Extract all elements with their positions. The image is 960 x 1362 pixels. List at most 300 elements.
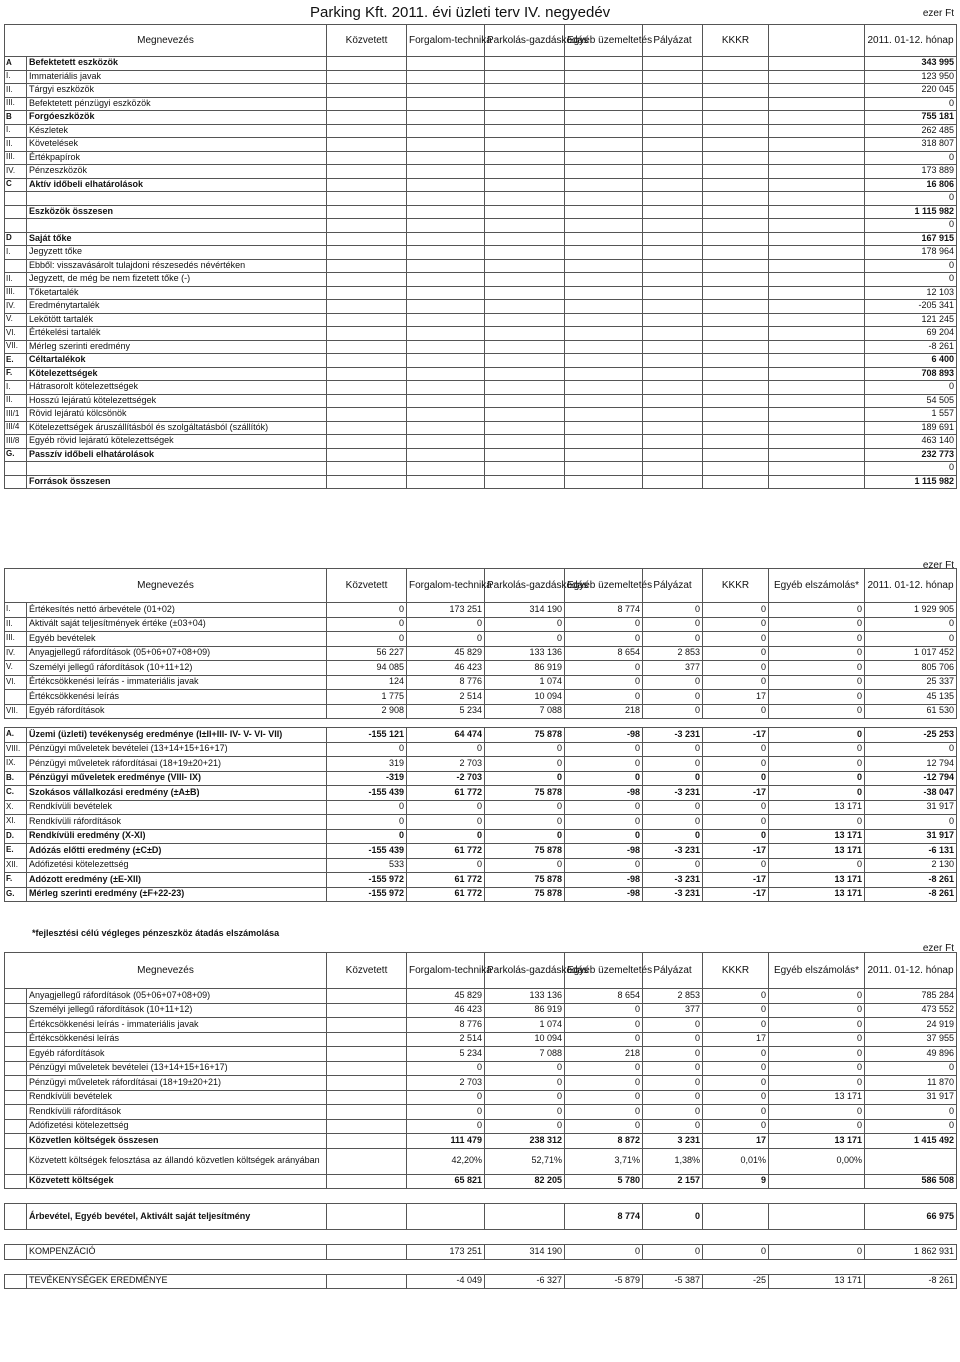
row-label: Jegyzett tőke (27, 246, 327, 260)
row-value: 0 (407, 1105, 485, 1120)
row-value: 220 045 (865, 84, 957, 98)
row-value (327, 1134, 407, 1149)
empty-cell (407, 165, 485, 179)
table-row (5, 408, 957, 422)
table-row (5, 57, 957, 71)
row-value: -17 (703, 786, 769, 801)
row-code (5, 1134, 27, 1149)
empty-cell (485, 219, 565, 233)
unit-label: ezer Ft (922, 943, 954, 954)
empty-cell (407, 178, 485, 192)
row-label: Rendkívüli ráfordítások (27, 1105, 327, 1120)
row-value: 0 (769, 690, 865, 705)
row-code (5, 1076, 27, 1091)
row-label: Lekötött tartalék (27, 313, 327, 327)
row-value: 0 (643, 1119, 703, 1134)
row-value: 0 (485, 617, 565, 632)
header-palyazat: Pályázat (643, 569, 703, 603)
header-kkkr: KKKR (703, 569, 769, 603)
row-label: Eredménytartalék (27, 300, 327, 314)
row-value: -155 439 (327, 786, 407, 801)
row-value: 2 514 (407, 1032, 485, 1047)
row-value: 0 (769, 704, 865, 719)
table-row (5, 1148, 957, 1174)
row-code: B (5, 111, 27, 125)
row-code: B. (5, 771, 27, 786)
header-kozvetett: Közvetett (327, 569, 407, 603)
empty-cell (485, 151, 565, 165)
row-value: 0 (565, 661, 643, 676)
row-value: 9 (703, 1174, 769, 1189)
row-value: 7 088 (485, 704, 565, 719)
row-value: 123 950 (865, 70, 957, 84)
empty-cell (485, 381, 565, 395)
page-title: Parking Kft. 2011. évi üzleti terv IV. negyedév (310, 4, 611, 21)
row-value: 1 862 931 (865, 1245, 957, 1260)
row-label: Tárgyi eszközök (27, 84, 327, 98)
row-value: 0 (407, 1090, 485, 1105)
empty-cell (565, 84, 643, 98)
table-row (5, 728, 957, 743)
empty-cell (327, 205, 407, 219)
row-value: 1 074 (485, 675, 565, 690)
empty-cell (327, 273, 407, 287)
row-code: III/8 (5, 435, 27, 449)
empty-cell (327, 408, 407, 422)
row-code (5, 1245, 27, 1260)
row-value: 0 (703, 771, 769, 786)
table-row (5, 381, 957, 395)
empty-cell (485, 435, 565, 449)
empty-cell (703, 313, 769, 327)
row-label: Értékpapírok (27, 151, 327, 165)
row-value: 0 (769, 1245, 865, 1260)
table-row (5, 690, 957, 705)
row-code: XI. (5, 815, 27, 830)
empty-cell (327, 354, 407, 368)
row-value: 0 (643, 1204, 703, 1230)
row-value: 133 136 (485, 646, 565, 661)
row-value: 0 (769, 786, 865, 801)
row-value: 13 171 (769, 873, 865, 888)
empty-cell (769, 421, 865, 435)
header-month: 2011. 01-12. hónap (865, 953, 957, 989)
row-value: 0 (865, 462, 957, 476)
row-code (5, 259, 27, 273)
row-label: TEVÉKENYSÉGEK EREDMÉNYE (27, 1274, 327, 1289)
empty-cell (485, 205, 565, 219)
empty-cell (485, 273, 565, 287)
empty-cell (703, 192, 769, 206)
row-value: -25 (703, 1274, 769, 1289)
row-value: 0 (565, 1119, 643, 1134)
row-value: 13 171 (769, 887, 865, 902)
table-row (5, 475, 957, 489)
empty-cell (485, 367, 565, 381)
empty-cell (769, 354, 865, 368)
empty-cell (703, 475, 769, 489)
empty-cell (703, 70, 769, 84)
row-value: 0 (703, 603, 769, 618)
empty-cell (565, 165, 643, 179)
row-value: 0 (769, 1018, 865, 1033)
row-value: -17 (703, 844, 769, 859)
empty-cell (703, 165, 769, 179)
row-value: 13 171 (769, 800, 865, 815)
row-label: Rendkívüli bevételek (27, 800, 327, 815)
row-value: 1 017 452 (865, 646, 957, 661)
row-value (327, 1090, 407, 1105)
empty-cell (703, 232, 769, 246)
empty-cell (565, 57, 643, 71)
row-value: 377 (643, 661, 703, 676)
row-code: III. (5, 632, 27, 647)
empty-cell (565, 327, 643, 341)
empty-cell (485, 327, 565, 341)
row-code: III. (5, 97, 27, 111)
empty-cell (643, 435, 703, 449)
empty-cell (327, 84, 407, 98)
empty-cell (643, 57, 703, 71)
row-value: 343 995 (865, 57, 957, 71)
row-value: -8 261 (865, 887, 957, 902)
empty-cell (565, 340, 643, 354)
row-value: 69 204 (865, 327, 957, 341)
row-value: -4 049 (407, 1274, 485, 1289)
empty-cell (327, 70, 407, 84)
row-value: 2 703 (407, 1076, 485, 1091)
row-value: 708 893 (865, 367, 957, 381)
empty-cell (643, 232, 703, 246)
empty-cell (485, 286, 565, 300)
row-value: 12 103 (865, 286, 957, 300)
empty-cell (703, 259, 769, 273)
row-value: 0 (703, 742, 769, 757)
row-value: 52,71% (485, 1148, 565, 1174)
row-value: 0 (565, 1061, 643, 1076)
row-label: Kötelezettségek (27, 367, 327, 381)
row-value: 0 (865, 381, 957, 395)
table-row (5, 617, 957, 632)
empty-cell (703, 178, 769, 192)
row-code: A (5, 57, 27, 71)
empty-cell (703, 340, 769, 354)
row-code: XII. (5, 858, 27, 873)
empty-cell (407, 394, 485, 408)
empty-cell (327, 381, 407, 395)
row-value: 232 773 (865, 448, 957, 462)
empty-cell (643, 327, 703, 341)
empty-cell (407, 421, 485, 435)
row-value: 0 (643, 858, 703, 873)
table-row (5, 151, 957, 165)
row-code: IX. (5, 757, 27, 772)
row-value (769, 1204, 865, 1230)
row-code: D (5, 232, 27, 246)
row-value: 13 171 (769, 829, 865, 844)
row-value: 0 (703, 800, 769, 815)
empty-cell (327, 340, 407, 354)
empty-cell (703, 57, 769, 71)
empty-cell (643, 138, 703, 152)
row-value: 0 (769, 1032, 865, 1047)
row-code: III. (5, 286, 27, 300)
row-value: 0 (769, 603, 865, 618)
empty-cell (485, 111, 565, 125)
row-label: Pénzügyi műveletek ráfordításai (18+19±20+21) (27, 757, 327, 772)
header-blank (769, 25, 865, 57)
row-code: E. (5, 844, 27, 859)
row-value: 75 878 (485, 873, 565, 888)
empty-cell (485, 448, 565, 462)
row-label: Rövid lejáratú kölcsönök (27, 408, 327, 422)
row-value: 46 423 (407, 1003, 485, 1018)
row-code (5, 219, 27, 233)
row-value: 0 (865, 1061, 957, 1076)
empty-cell (643, 111, 703, 125)
empty-cell (769, 435, 865, 449)
row-label (27, 219, 327, 233)
table-row (5, 394, 957, 408)
row-value: 805 706 (865, 661, 957, 676)
table-row (5, 192, 957, 206)
empty-cell (565, 219, 643, 233)
table-row (5, 246, 957, 260)
empty-cell (643, 165, 703, 179)
row-value: 0 (643, 632, 703, 647)
empty-cell (407, 111, 485, 125)
row-value: 0 (703, 632, 769, 647)
row-value: 0 (865, 632, 957, 647)
row-label: Anyagjellegű ráfordítások (05+06+07+08+09) (27, 989, 327, 1004)
spacer-row (5, 1259, 957, 1274)
empty-cell (769, 286, 865, 300)
table-row (5, 313, 957, 327)
empty-cell (565, 448, 643, 462)
row-value: 0 (703, 989, 769, 1004)
row-label: Személyi jellegű ráfordítások (10+11+12) (27, 661, 327, 676)
row-value: 0 (703, 1003, 769, 1018)
row-value (327, 1105, 407, 1120)
row-value: 0 (769, 742, 865, 757)
row-value: 61 772 (407, 887, 485, 902)
table-row (5, 367, 957, 381)
row-value: 8 654 (565, 646, 643, 661)
table-row (5, 1003, 957, 1018)
row-value: 31 917 (865, 800, 957, 815)
row-value: 0 (565, 858, 643, 873)
row-value: 0 (703, 1245, 769, 1260)
empty-cell (485, 421, 565, 435)
spacer-cell (5, 719, 957, 728)
row-value: -98 (565, 786, 643, 801)
header-forgalom: Forgalom-technika (407, 25, 485, 57)
row-value: 0 (327, 800, 407, 815)
spacer-cell (5, 1230, 957, 1245)
spacer-row (5, 719, 957, 728)
empty-cell (565, 70, 643, 84)
row-value: 314 190 (485, 603, 565, 618)
row-value: 0 (865, 151, 957, 165)
empty-cell (769, 111, 865, 125)
empty-cell (407, 84, 485, 98)
row-code (5, 205, 27, 219)
empty-cell (703, 354, 769, 368)
row-value: 6 400 (865, 354, 957, 368)
row-value: -3 231 (643, 873, 703, 888)
empty-cell (327, 394, 407, 408)
table-row (5, 462, 957, 476)
empty-cell (485, 475, 565, 489)
empty-cell (327, 124, 407, 138)
empty-cell (565, 394, 643, 408)
empty-cell (565, 259, 643, 273)
row-value: -98 (565, 844, 643, 859)
row-value: 17 (703, 690, 769, 705)
row-value: 75 878 (485, 887, 565, 902)
header-kkkr: KKKR (703, 953, 769, 989)
row-value: 0 (769, 989, 865, 1004)
row-label: Mérleg szerinti eredmény (±F+22-23) (27, 887, 327, 902)
row-value: 0 (703, 661, 769, 676)
empty-cell (643, 151, 703, 165)
table-row (5, 603, 957, 618)
empty-cell (327, 462, 407, 476)
row-value: 0 (643, 704, 703, 719)
row-value: 0 (485, 757, 565, 772)
row-value: 0 (703, 675, 769, 690)
table-row (5, 97, 957, 111)
row-value: 0 (865, 815, 957, 830)
row-code: A. (5, 728, 27, 743)
empty-cell (407, 340, 485, 354)
row-label: Céltartalékok (27, 354, 327, 368)
row-label: Értékcsökkenési leírás - immateriális javak (27, 675, 327, 690)
balance-sheet-table (4, 24, 957, 489)
row-value: 0 (769, 1076, 865, 1091)
empty-cell (703, 421, 769, 435)
empty-cell (703, 435, 769, 449)
row-value: 75 878 (485, 728, 565, 743)
row-value: 13 171 (769, 1274, 865, 1289)
empty-cell (643, 124, 703, 138)
empty-cell (407, 327, 485, 341)
table-row (5, 661, 957, 676)
header-month: 2011. 01-12. hónap (865, 569, 957, 603)
empty-cell (327, 286, 407, 300)
empty-cell (327, 300, 407, 314)
header-forgalom: Forgalom-technika (407, 569, 485, 603)
row-value: 31 917 (865, 829, 957, 844)
row-label: Adófizetési kötelezettség (27, 1119, 327, 1134)
row-code: IV. (5, 165, 27, 179)
row-label: Befektetett pénzügyi eszközök (27, 97, 327, 111)
row-code: III/1 (5, 408, 27, 422)
row-value: 0 (643, 1032, 703, 1047)
spacer-row (5, 1189, 957, 1204)
row-value (327, 1119, 407, 1134)
row-value: 0 (865, 97, 957, 111)
row-value (327, 1032, 407, 1047)
empty-cell (327, 111, 407, 125)
empty-cell (485, 340, 565, 354)
row-value: 0 (407, 632, 485, 647)
income-statement-table (4, 568, 957, 902)
row-value: 0 (703, 1018, 769, 1033)
row-value (865, 1148, 957, 1174)
row-value: 17 (703, 1134, 769, 1149)
row-value: -5 387 (643, 1274, 703, 1289)
row-code: G. (5, 887, 27, 902)
empty-cell (703, 408, 769, 422)
empty-cell (327, 246, 407, 260)
row-label: Adózás előtti eredmény (±C±D) (27, 844, 327, 859)
empty-cell (485, 97, 565, 111)
empty-cell (565, 138, 643, 152)
row-code (5, 192, 27, 206)
table-row (5, 84, 957, 98)
row-value: 13 171 (769, 1134, 865, 1149)
row-value: 1 775 (327, 690, 407, 705)
row-value: 0 (485, 1090, 565, 1105)
row-code: V. (5, 313, 27, 327)
empty-cell (643, 381, 703, 395)
table-row (5, 232, 957, 246)
empty-cell (327, 313, 407, 327)
header-kozvetett: Közvetett (327, 953, 407, 989)
empty-cell (565, 381, 643, 395)
empty-cell (327, 475, 407, 489)
row-code: VI. (5, 675, 27, 690)
row-value: 0 (769, 632, 865, 647)
empty-cell (327, 192, 407, 206)
empty-cell (565, 475, 643, 489)
row-value (485, 1204, 565, 1230)
row-value: 46 423 (407, 661, 485, 676)
table-row (5, 675, 957, 690)
row-label: Mérleg szerinti eredmény (27, 340, 327, 354)
row-value: 82 205 (485, 1174, 565, 1189)
row-value: 0 (643, 603, 703, 618)
unit-label: ezer Ft (922, 8, 954, 19)
empty-cell (485, 246, 565, 260)
header-palyazat: Pályázat (643, 953, 703, 989)
empty-cell (407, 259, 485, 273)
row-value: 5 780 (565, 1174, 643, 1189)
row-value: 56 227 (327, 646, 407, 661)
row-value: 463 140 (865, 435, 957, 449)
row-value: 0 (565, 1003, 643, 1018)
row-value: 0 (769, 858, 865, 873)
empty-cell (485, 313, 565, 327)
row-value: 173 889 (865, 165, 957, 179)
row-value: 31 917 (865, 1090, 957, 1105)
row-value: 0 (703, 858, 769, 873)
spacer-cell (5, 1189, 957, 1204)
row-label: Értékesítés nettó árbevétele (01+02) (27, 603, 327, 618)
row-value (327, 1047, 407, 1062)
row-label: Személyi jellegű ráfordítások (10+11+12) (27, 1003, 327, 1018)
row-value: 64 474 (407, 728, 485, 743)
row-label: Saját tőke (27, 232, 327, 246)
empty-cell (643, 313, 703, 327)
row-value: 49 896 (865, 1047, 957, 1062)
row-code: VII. (5, 704, 27, 719)
row-value: 0 (703, 1090, 769, 1105)
empty-cell (407, 138, 485, 152)
row-label: Tőketartalék (27, 286, 327, 300)
row-label: Pénzügyi műveletek bevételei (13+14+15+16+17) (27, 742, 327, 757)
